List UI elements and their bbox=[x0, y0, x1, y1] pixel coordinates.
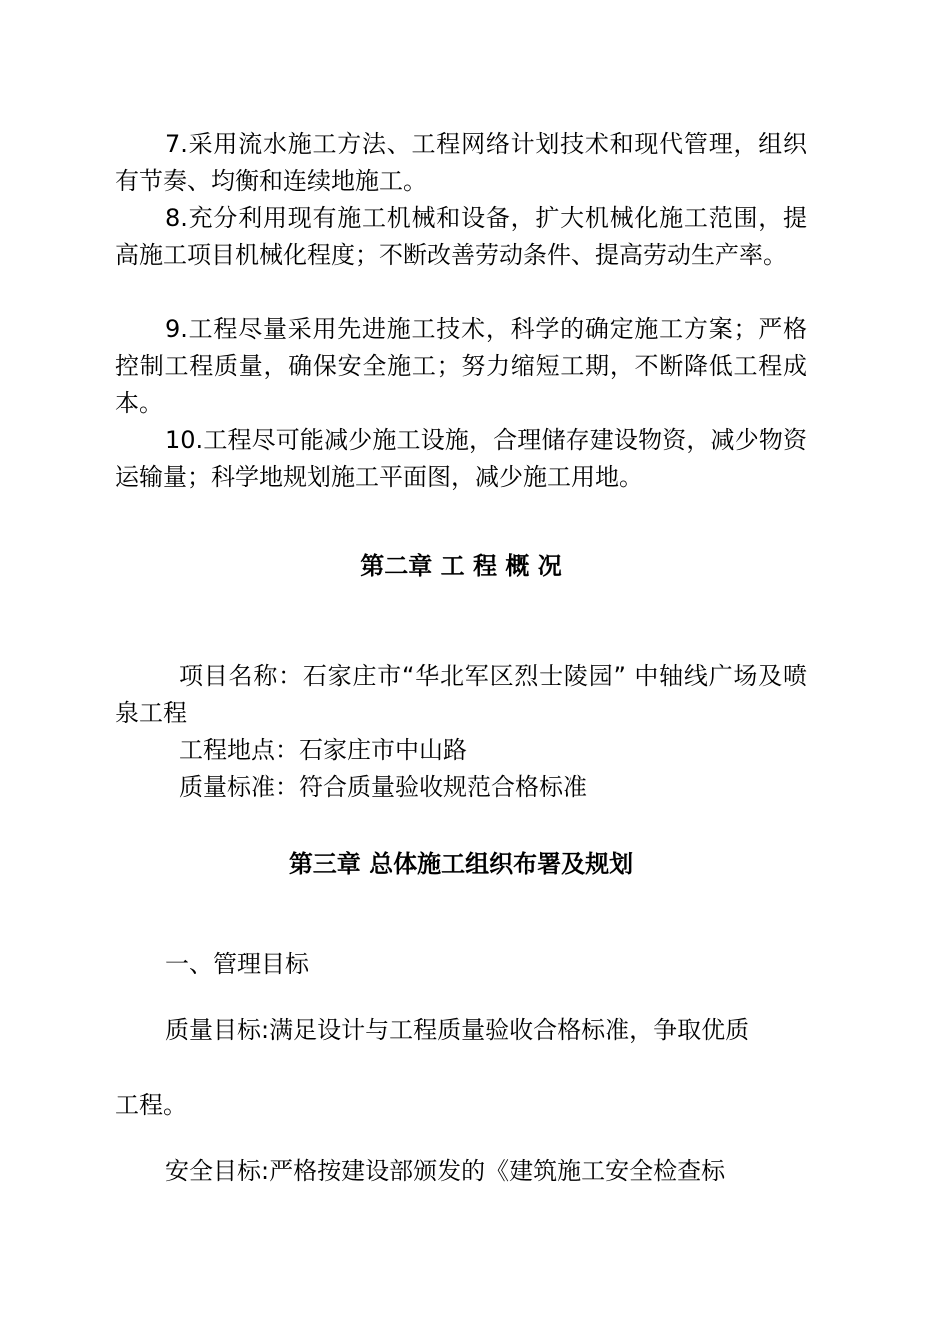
chapter-3-title: 第三章 总体施工组织布署及规划 bbox=[288, 850, 634, 878]
paragraph-item-7: 7.采用流水施工方法、工程网络计划技术和现代管理，组织有节奏、均衡和连续地施工。 bbox=[115, 130, 807, 195]
quality-standard: 质量标准：符合质量验收规范合格标准 bbox=[179, 773, 587, 801]
quality-goal-line-2: 工程。 bbox=[115, 1091, 187, 1119]
paragraph-item-8: 8.充分利用现有施工机械和设备，扩大机械化施工范围，提高施工项目机械化程度；不断改善劳动条件、提高劳动生产率。 bbox=[115, 204, 807, 269]
section-management-goals: 一、管理目标 bbox=[165, 950, 309, 978]
paragraph-item-10: 10.工程尽可能减少施工设施，合理储存建设物资，减少物资运输量；科学地规划施工平面图，减少施工用地。 bbox=[115, 426, 807, 491]
paragraph-item-9: 9.工程尽量采用先进施工技术，科学的确定施工方案；严格控制工程质量，确保安全施工；努力缩短工期，不断降低工程成本。 bbox=[115, 315, 807, 417]
chapter-2-title: 第二章 工 程 概 况 bbox=[360, 552, 562, 580]
project-location: 工程地点：石家庄市中山路 bbox=[179, 736, 467, 764]
quality-goal-line-1: 质量目标:满足设计与工程质量验收合格标准，争取优质 bbox=[165, 1016, 750, 1044]
safety-goal: 安全目标:严格按建设部颁发的《建筑施工安全检查标 bbox=[165, 1157, 726, 1185]
project-name: 项目名称：石家庄市“华北军区烈士陵园” 中轴线广场及喷泉工程 bbox=[115, 662, 807, 727]
